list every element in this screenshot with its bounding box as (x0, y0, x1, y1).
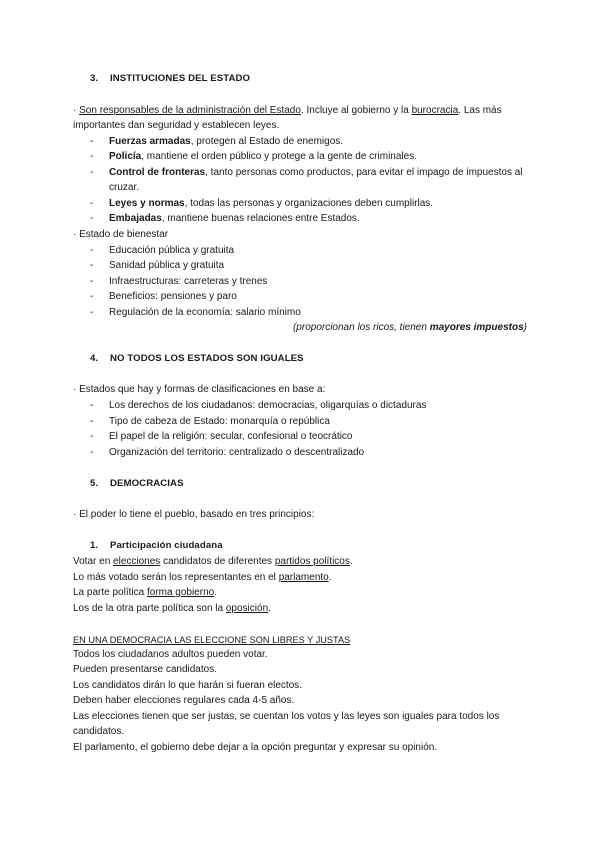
list-item: El papel de la religión: secular, confesional o teocrático (109, 431, 353, 442)
welfare-title: · Estado de bienestar (73, 229, 169, 240)
section-title: DEMOCRACIAS (110, 478, 184, 489)
list-item: Sanidad pública y gratuita (109, 260, 225, 271)
section-title: NO TODOS LOS ESTADOS SON IGUALES (110, 353, 304, 364)
underlined-term: elecciones (113, 556, 161, 567)
underlined-term: partidos políticos (274, 556, 350, 567)
list-item: Policía, mantiene el orden público y protege a la gente de criminales. (109, 151, 417, 162)
participation-line-3: La parte política forma gobierno. (73, 587, 217, 598)
participation-line-1: Votar en elecciones candidatos de diferentes partidos políticos. (73, 556, 353, 567)
section-5-heading (90, 477, 184, 491)
elections-line: Las elecciones tienen que ser justas, se cuentan los votos y las leyes son iguales para todos los (73, 711, 500, 722)
list-item: Embajadas, mantiene buenas relaciones entre Estados. (109, 213, 360, 224)
list-item: Control de fronteras, tanto personas como productos, para evitar el impago de impuestos al (109, 167, 523, 178)
underlined-term: burocracia (411, 105, 459, 116)
elections-heading: EN UNA DEMOCRACIA LAS ELECCIONE SON LIBRES Y JUSTAS (73, 635, 351, 645)
section-3-heading (90, 72, 250, 86)
elections-line: El parlamento, el gobierno debe dejar a la opción preguntar y expresar su opinión. (73, 742, 438, 753)
welfare-note: (proporcionan los ricos, tienen mayores impuestos) (292, 322, 527, 333)
section-4-heading (90, 352, 304, 366)
list-item: Fuerzas armadas, protegen al Estado de enemigos. (109, 136, 344, 147)
subsection-heading: 1. Participación ciudadana (90, 540, 223, 551)
elections-line: Pueden presentarse candidatos. (73, 664, 217, 675)
s4-intro: · Estados que hay y formas de clasificaciones en base a: (73, 384, 326, 395)
section-number: 3. (90, 73, 99, 84)
elections-line: Deben haber elecciones regulares cada 4-5 años. (73, 695, 295, 706)
underlined-term: oposición (225, 603, 269, 614)
s5-intro: · El poder lo tiene el pueblo, basado en tres principios: (73, 509, 315, 520)
list-item: Los derechos de los ciudadanos: democracias, oligarquías o dictaduras (109, 400, 427, 411)
list-item-continuation: cruzar. (109, 182, 140, 193)
participation-line-4: Los de la otra parte política son la oposición. (73, 603, 271, 614)
underlined-term: parlamento (278, 572, 329, 583)
underlined-term: forma gobierno (146, 587, 215, 598)
document-page: 3. INSTITUCIONES DEL ESTADO · Son responsables de la administración del Estado. Incluye al gobierno y la burocracia. Las más importantes dan seguridad y establecen leyes. - Fuerzas armadas, protegen al Estado de enemigos. - Policía, mantiene el orden público y protege a la gente de criminales. - Control de fronteras, tanto personas como productos, para evitar el impago de impuestos al cruzar. - Leyes y normas, todas las personas y organizaciones deben cumplirlas. - Embajadas, mantiene buenas relaciones entre Estados. · Estado de bienestar - Educación pública y gratuita - Sanidad pública y gratuita - Infraestructuras: carreteras y trenes - Beneficios: pensiones y paro - Regulación de la economía: salario mínimo (proporcionan los ricos, tienen mayores impuestos) 4. NO TODOS LOS ESTADOS SON IGUALES · Estados que hay y formas de clasificaciones en base a: - Los derechos de los ciudadanos: democracias, oligarquías o dictaduras - Tipo de cabeza de Estado: monarquía o república - El papel de la religión: secular, confesional o teocrático - Organización del territorio: centralizado o descentralizado 5. DEMOCRACIAS · El poder lo tiene el pueblo, basado en tres principios: 1. Participación ciudadana Votar en elecciones candidatos de diferentes partidos políticos. Lo más votado serán los representantes en el parlamento. La parte política forma gobierno. Los de la otra parte política son la oposición. EN UNA DEMOCRACIA LAS ELECCIONE SON LIBRES Y JUSTAS Todos los ciudadanos adultos pueden votar. Pueden presentarse candidatos. Los candidatos dirán lo que harán si fueran electos. Deben haber elecciones regulares cada 4-5 años. Las elecciones tienen que ser justas, se cuentan los votos y las leyes son iguales para todos los candidatos. El parlamento, el gobierno debe dejar a la opción preguntar y expresar su opinión. (73, 73, 527, 753)
list-item: Educación pública y gratuita (109, 245, 235, 256)
list-item: Tipo de cabeza de Estado: monarquía o república (109, 416, 330, 427)
s3-intro-line-1: · Son responsables de la administración del Estado. Incluye al gobierno y la burocracia. Las más (73, 105, 502, 116)
elections-line: Los candidatos dirán lo que harán si fueran electos. (73, 680, 303, 691)
participation-line-2: Lo más votado serán los representantes en el parlamento. (73, 572, 332, 583)
list-item: Organización del territorio: centralizado o descentralizado (109, 447, 365, 458)
section-number: 5. (90, 478, 99, 489)
list-item: Beneficios: pensiones y paro (109, 291, 237, 302)
underlined-term: Son responsables de la administración del Estado (79, 105, 301, 116)
elections-line: candidatos. (73, 726, 125, 737)
elections-line: Todos los ciudadanos adultos pueden votar. (73, 649, 268, 660)
s3-intro-line-2: importantes dan seguridad y establecen leyes. (73, 120, 280, 131)
list-item: Infraestructuras: carreteras y trenes (109, 276, 268, 287)
section-title: INSTITUCIONES DEL ESTADO (110, 73, 251, 84)
section-number: 4. (90, 353, 99, 364)
list-item: Regulación de la economía: salario mínimo (109, 307, 301, 318)
list-item: Leyes y normas, todas las personas y organizaciones deben cumplirlas. (109, 198, 434, 209)
